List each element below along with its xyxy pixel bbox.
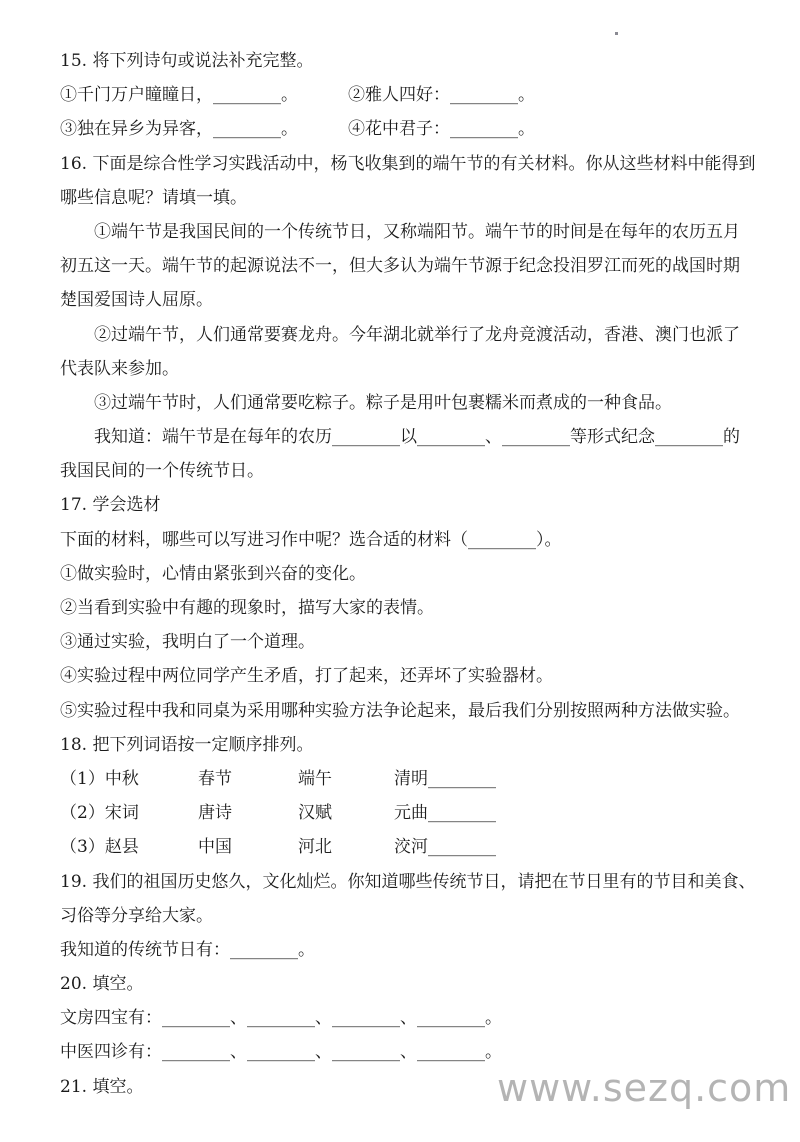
- worksheet-line: 19. 我们的祖国历史悠久，文化灿烂。你知道哪些传统节日，请把在节日里有的节目和美食、: [60, 871, 756, 892]
- worksheet-line: 16. 下面是综合性学习实践活动中，杨飞收集到的端午节的有关材料。你从这些材料中能得到: [60, 153, 756, 174]
- scan-speck: [615, 32, 618, 35]
- worksheet-segment: 洨河________: [394, 837, 496, 858]
- worksheet-segment: 端午: [298, 768, 332, 789]
- worksheet-line: 18. 把下列词语按一定顺序排列。: [60, 734, 314, 755]
- worksheet-line: ③过端午节时，人们通常要吃粽子。粽子是用叶包裹糯米而煮成的一种食品。: [94, 392, 672, 413]
- worksheet-line: ①端午节是我国民间的一个传统节日，又称端阳节。端午节的时间是在每年的农历五月: [94, 221, 740, 242]
- worksheet-segment: 清明________: [394, 768, 496, 789]
- worksheet-line: [60, 796, 755, 830]
- worksheet-segment: （1）中秋: [60, 768, 139, 789]
- worksheet-segment: 唐诗: [198, 803, 232, 824]
- worksheet-line: 初五这一天。端午节的起源说法不一，但大多认为端午节源于纪念投泪罗江而死的战国时期: [60, 256, 740, 277]
- worksheet-segment: ①千门万户瞳瞳日，________。: [60, 85, 298, 106]
- worksheet-segment: 河北: [298, 837, 332, 858]
- worksheet-line: 17. 学会选材: [60, 495, 161, 516]
- worksheet-line: 楚国爱国诗人屈原。: [60, 290, 213, 311]
- worksheet-segment: ④花中君子：________。: [348, 119, 535, 140]
- worksheet-line: ④实验过程中两位同学产生矛盾，打了起来，还弄坏了实验器材。: [60, 666, 553, 687]
- worksheet-line: 中医四诊有：________、________、________、________。: [60, 1042, 502, 1063]
- worksheet-segment: （2）宋词: [60, 803, 139, 824]
- worksheet-line: 我国民间的一个传统节日。: [60, 461, 264, 482]
- worksheet-segment: ③独在异乡为异客，________。: [60, 119, 298, 140]
- worksheet-line: ⑤实验过程中我和同桌为采用哪种实验方法争论起来，最后我们分别按照两种方法做实验。: [60, 700, 740, 721]
- worksheet-line: [60, 762, 755, 796]
- worksheet-line: [60, 830, 755, 864]
- worksheet-segment: 元曲________: [394, 803, 496, 824]
- worksheet-line: 21. 填空。: [60, 1076, 144, 1097]
- worksheet-line: 哪些信息呢？请填一填。: [60, 187, 247, 208]
- worksheet-segment: 中国: [198, 837, 232, 858]
- worksheet-line: ③通过实验，我明白了一个道理。: [60, 632, 315, 653]
- worksheet-line: 代表队来参加。: [60, 358, 179, 379]
- worksheet-line: 我知道：端午节是在每年的农历________以________、________等形式纪念________的: [94, 427, 740, 448]
- worksheet-line: 下面的材料，哪些可以写进习作中呢？选合适的材料（________）。: [60, 529, 562, 550]
- worksheet-line: 文房四宝有：________、________、________、________。: [60, 1008, 502, 1029]
- lines-container: [60, 44, 755, 1104]
- worksheet-segment: 汉赋: [298, 803, 332, 824]
- worksheet-line: 我知道的传统节日有：________。: [60, 939, 315, 960]
- worksheet-segment: ②雅人四好：________。: [348, 85, 535, 106]
- worksheet-line: ②当看到实验中有趣的现象时，描写大家的表情。: [60, 598, 434, 618]
- worksheet-line: 20. 填空。: [60, 974, 144, 995]
- worksheet-line: ②过端午节，人们通常要赛龙舟。今年湖北就举行了龙舟竞渡活动，香港、澳门也派了: [94, 324, 740, 345]
- worksheet-segment: 春节: [198, 768, 232, 789]
- worksheet-segment: （3）赵县: [60, 837, 139, 858]
- worksheet-line: ①做实验时，心情由紧张到兴奋的变化。: [60, 563, 366, 584]
- worksheet-line: [60, 112, 755, 146]
- worksheet-line: [60, 78, 755, 112]
- worksheet-line: 15. 将下列诗句或说法补充完整。: [60, 51, 314, 71]
- worksheet-line: 习俗等分享给大家。: [60, 905, 213, 926]
- watermark: www.sezq.com: [497, 1066, 792, 1110]
